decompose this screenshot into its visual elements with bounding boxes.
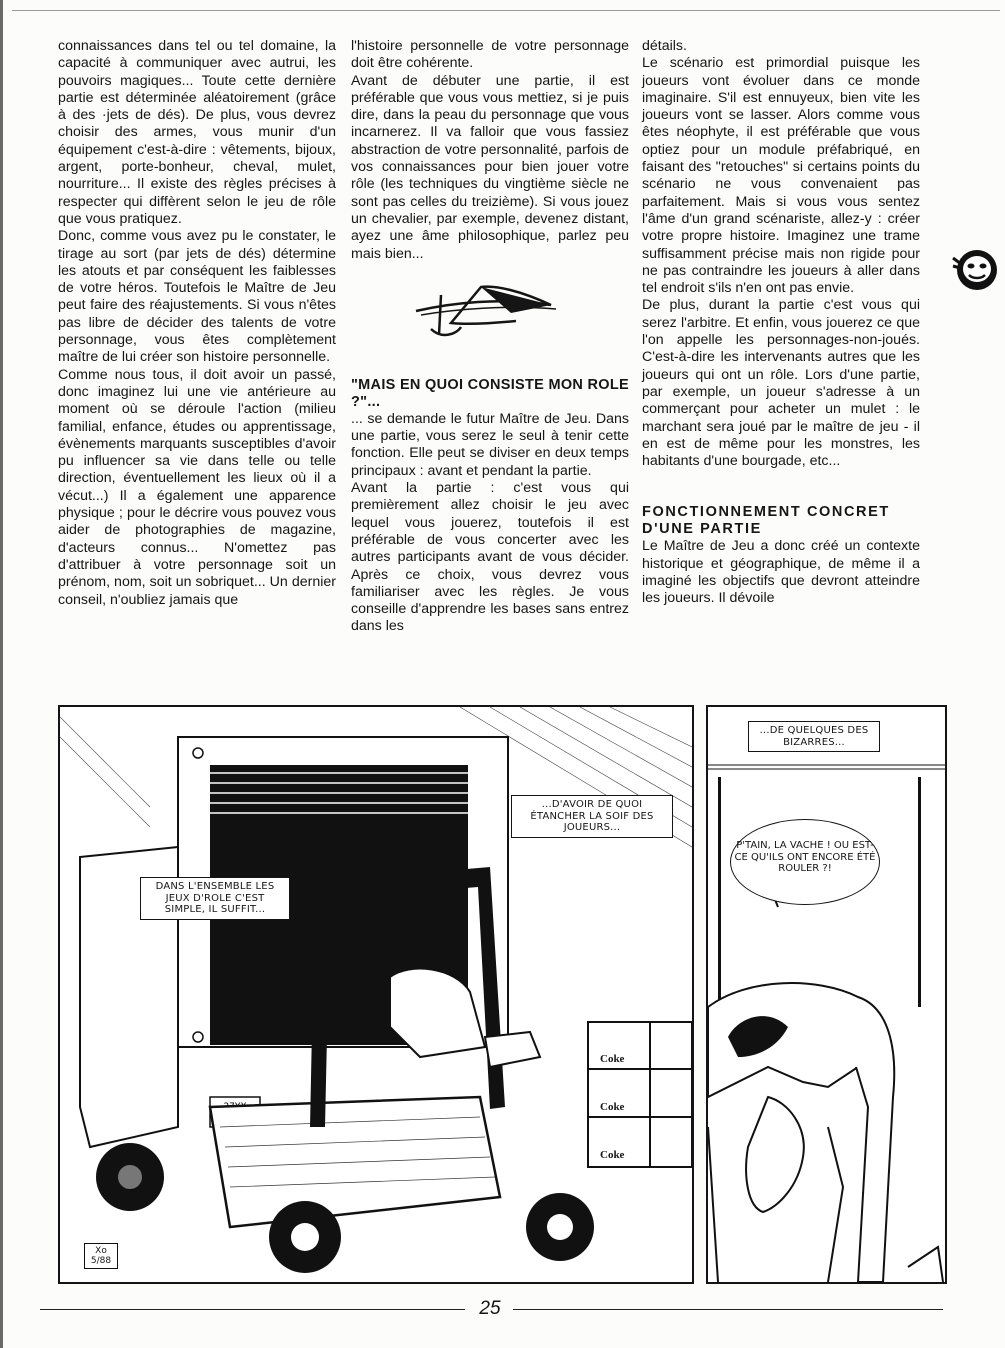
paragraph: Comme nous tous, il doit avoir un passé, donc imaginez lui une vie antérieure au moment où se déroule l'action (milieu familial, enfance, études ou apprentissage, évènements marquants susceptibles d'avoir pu influencer sa vie dans telle ou telle direction, éventuellement les lieux où il a vécut...) Il a également une apparence physique ; pour le décrire vous pouvez vous aider de photographies de magazine, d'acteurs connus... N'omettez pas d'attribuer à votre personnage soit un prénom, nom, soit un sobriquet... Un dernier conseil, n'oubliez jamais que <box>58 366 336 608</box>
comic-panel-character <box>706 705 947 1284</box>
column-2 <box>351 38 629 636</box>
theatre-mask-icon <box>951 244 1001 292</box>
page-number: 25 <box>479 1298 501 1319</box>
caption-box: DANS L'ENSEMBLE LES JEUX D'ROLE C'EST SIMPLE, IL SUFFIT... <box>140 877 290 920</box>
paragraph: De plus, durant la partie c'est vous qui serez l'arbitre. Et enfin, vous jouerez ce que l'on appelle les personnages-non-joués. C'est-à-dire les intervenants autres que les joueurs qui ont un rôle. Lors d'une partie, par exemple, un joueur s'adresse à un commerçant pour acheter un mulet : le marchant sera joué par le maître de jeu - il en est de même pour les monstres, les habitants d'une bourgade, etc... <box>642 297 920 470</box>
top-rule <box>12 10 1000 11</box>
crate-label: Coke <box>600 1149 625 1161</box>
paragraph: détails. <box>642 38 687 54</box>
spacer <box>642 470 920 504</box>
paragraph: l'histoire personnelle de votre personnage doit être cohérente. <box>351 38 629 72</box>
paragraph: Avant la partie : c'est vous qui premièrement allez choisir le jeu avec lequel vous jouerez, toutefois il est préférable de vous concerter avec les autres participants avant de vous décider. Après ce choix, vous devrez vous familiariser avec les règles. Je vous conseille d'apprendre les bases sans entrez dans les <box>351 480 629 635</box>
speech-bubble: P'TAIN, LA VACHE ! OU EST-CE QU'ILS ONT ENCORE ÉTÉ ROULER ?! <box>730 819 880 905</box>
crate-stack <box>594 1023 692 1167</box>
column-1 <box>58 38 336 609</box>
section-heading: "MAIS EN QUOI CONSISTE MON ROLE ?"... <box>351 376 629 410</box>
page-edge <box>0 0 3 1348</box>
artist-signature: Xo 5/88 <box>84 1243 118 1269</box>
caption-box: ...DE QUELQUES DES BIZARRES... <box>748 721 880 752</box>
paragraph: ... se demande le futur Maître de Jeu. Dans une partie, vous serez le seul à tenir cette fonction. Elle peut se diviser en deux temps principaux : avant et pendant la partie. <box>351 410 629 479</box>
paragraph: Le Maître de Jeu a donc créé un contexte historique et géographique, de même il a imaginé les objectifs que devront atteindre les joueurs. Il dévoile <box>642 538 920 607</box>
page-footer <box>0 1298 1005 1322</box>
crate-label: Coke <box>600 1101 625 1113</box>
crate-label: Coke <box>600 1053 625 1065</box>
column-3 <box>642 38 920 608</box>
footer-rule <box>40 1309 465 1310</box>
paragraph: Donc, comme vous avez pu le constater, le tirage au sort (par jets de dés) détermine les atouts et par conséquent les faiblesses de votre héros. Toutefois le Maître de Jeu peut faire des réajustements. Si vous n'êtes pas libre de décider des talents de votre personnage, vous êtes complètement maître de lui créer son histoire personnelle. <box>58 228 336 366</box>
paragraph: Avant de débuter une partie, il est préférable que vous vous mettiez, si je puis dire, dans la peau du personnage que vous incarnerez. Il va falloir que vous fassiez abstraction de votre personnalité, parfois de vos connaissances pour bien jouer votre rôle (les techniques du vingtième siècle ne sont pas celles du treizième). Si vous jouez un chevalier, par exemple, devenez distant, ayez une âme philosophique, parlez peu mais bien... <box>351 72 629 262</box>
quill-ornament-icon <box>411 283 561 343</box>
section-heading: FONCTIONNEMENT CONCRET D'UNE PARTIE <box>642 504 890 538</box>
paragraph: Le scénario est primordial puisque les joueurs vont évoluer dans ce monde imaginaire. S'il est ennuyeux, bien vite les joueurs vont se lasser. Alors comme vous êtes néophyte, il est préférable que vous optiez pour un module préfabriqué, en faisant des "retouches" si certains points du scénario ne vous convenaient pas parfaitement. Mais si vous vous sentez l'âme d'un grand scénariste, allez-y : créer votre propre histoire. Imaginez une trame suffisamment précise mais non rigide pour ne pas contraindre les joueurs à aller dans tel endroit s'ils n'en ont pas envie. <box>642 55 920 297</box>
paragraph: connaissances dans tel ou tel domaine, la capacité à communiquer avec autrui, les pouvoirs magiques... Toute cette dernière partie est déterminée aléatoirement (grâce à des ·jets de dés). De plus, vous devrez choisir des armes, vous munir d'un équipement c'est-à-dire : vêtements, bijoux, argent, porte-bonheur, cheval, mulet, nourriture... Il existe des règles précises à respecter qui diffèrent selon le jeu de rôle que vous pratiquez. <box>58 38 336 227</box>
character-illustration <box>708 707 945 1282</box>
caption-box: ...D'AVOIR DE QUOI ÉTANCHER LA SOIF DES JOUEURS... <box>511 795 673 838</box>
footer-rule <box>513 1309 943 1310</box>
forklift-illustration <box>60 707 692 1282</box>
comic-panel-forklift <box>58 705 694 1284</box>
